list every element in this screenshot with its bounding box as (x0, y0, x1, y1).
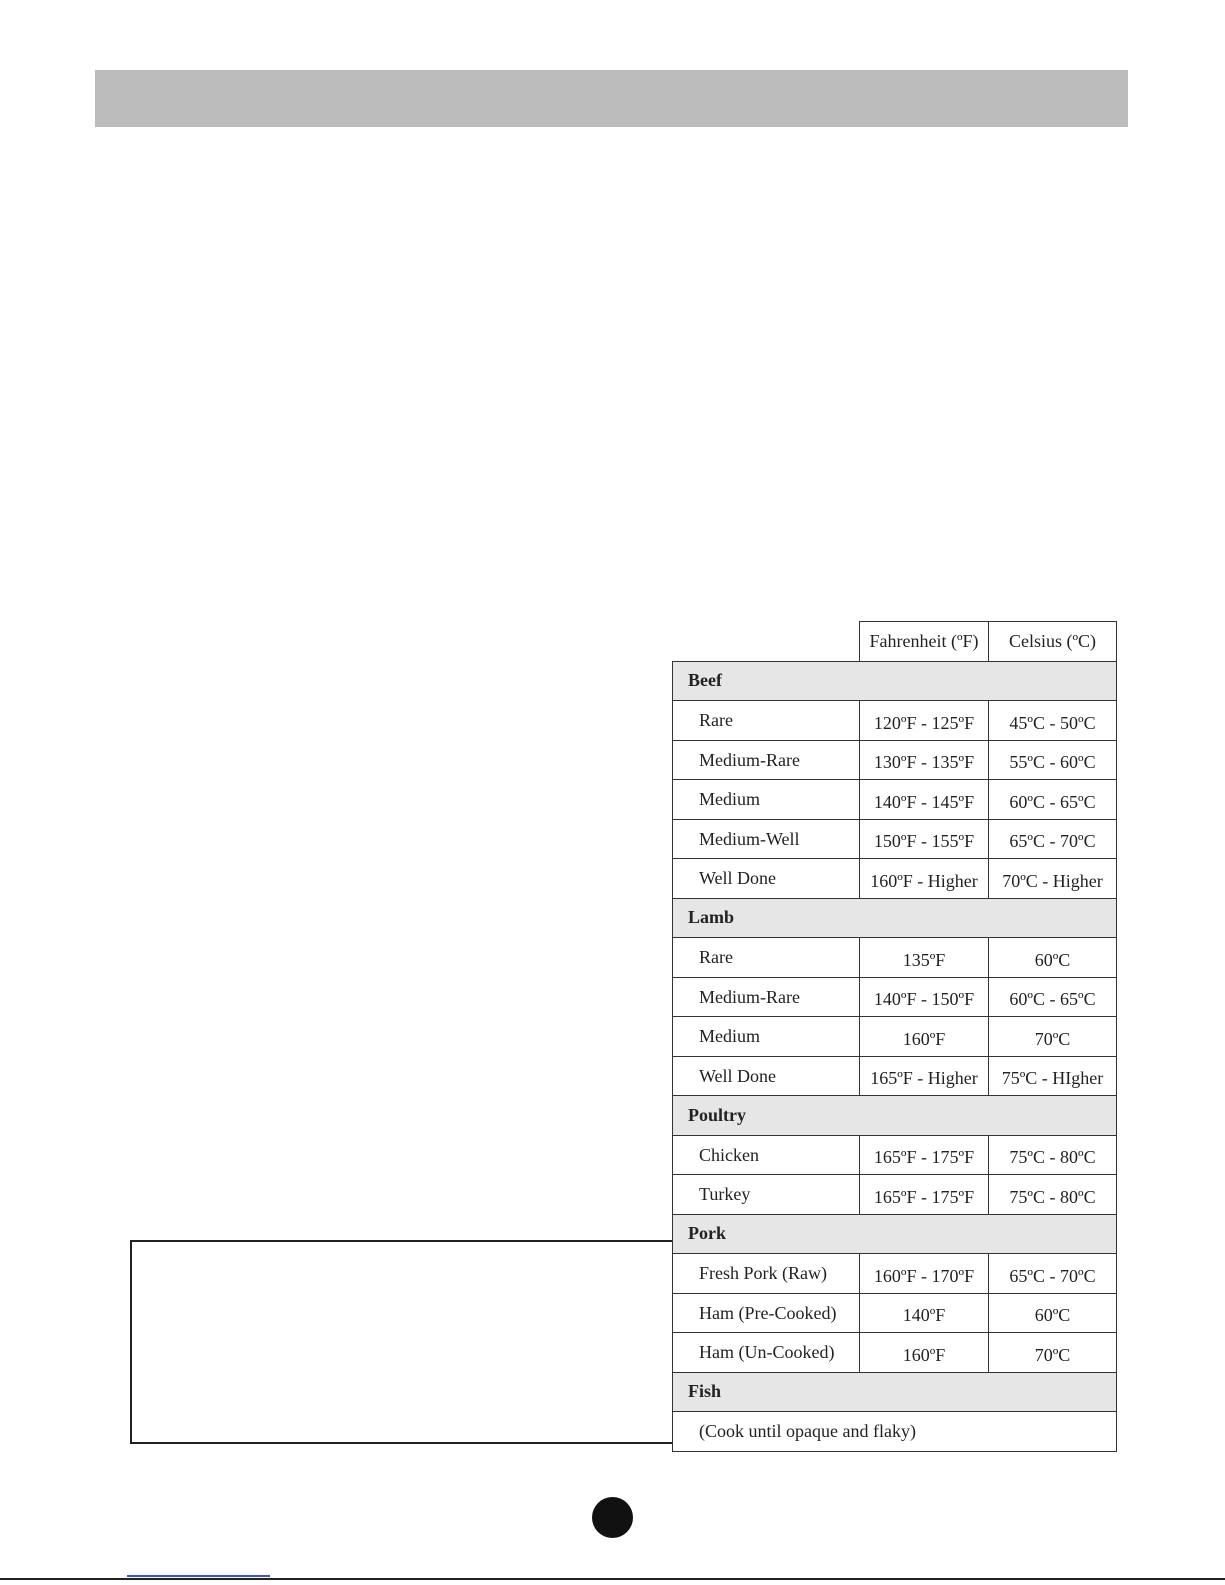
table-row (673, 1254, 1117, 1294)
table-row (673, 1135, 1117, 1175)
item-name: Medium (673, 1017, 860, 1057)
item-name: Medium (673, 780, 860, 820)
table-row (673, 1017, 1117, 1057)
item-name: Medium-Rare (673, 977, 860, 1017)
header-fahrenheit: Fahrenheit (ºF) (860, 622, 989, 662)
item-name: Fresh Pork (Raw) (673, 1254, 860, 1294)
category-label: Fish (673, 1372, 1117, 1412)
item-name: Medium-Well (673, 819, 860, 859)
category-label: Lamb (673, 898, 1117, 938)
item-name: Well Done (673, 859, 860, 899)
item-name: Rare (673, 701, 860, 741)
table-row (673, 819, 1117, 859)
fahrenheit-value: 160ºF (860, 1333, 989, 1373)
celsius-value: 70ºC (989, 1017, 1117, 1057)
header-blank-cell (673, 622, 860, 662)
fahrenheit-value: 165ºF - 175ºF (860, 1175, 989, 1215)
footer-link[interactable] (127, 1575, 270, 1577)
category-label: Poultry (673, 1096, 1117, 1136)
page-number-dot (592, 1497, 633, 1538)
item-name: Well Done (673, 1056, 860, 1096)
celsius-value: 75ºC - 80ºC (989, 1175, 1117, 1215)
note-box (130, 1240, 675, 1444)
table-row (673, 1056, 1117, 1096)
fahrenheit-value: 120ºF - 125ºF (860, 701, 989, 741)
item-name: Medium-Rare (673, 740, 860, 780)
celsius-value: 60ºC (989, 938, 1117, 978)
page-header-bar (95, 70, 1128, 127)
table-row (673, 859, 1117, 899)
celsius-value: 55ºC - 60ºC (989, 740, 1117, 780)
table-row (673, 1333, 1117, 1373)
celsius-value: 60ºC - 65ºC (989, 780, 1117, 820)
fahrenheit-value: 135ºF (860, 938, 989, 978)
fahrenheit-value: 130ºF - 135ºF (860, 740, 989, 780)
cooking-temperature-table (672, 621, 1117, 1452)
table-row (673, 740, 1117, 780)
fahrenheit-value: 165ºF - Higher (860, 1056, 989, 1096)
celsius-value: 65ºC - 70ºC (989, 819, 1117, 859)
fahrenheit-value: 165ºF - 175ºF (860, 1135, 989, 1175)
celsius-value: 75ºC - 80ºC (989, 1135, 1117, 1175)
celsius-value: 60ºC (989, 1293, 1117, 1333)
fahrenheit-value: 140ºF - 150ºF (860, 977, 989, 1017)
fahrenheit-value: 140ºF (860, 1293, 989, 1333)
category-row (673, 1372, 1117, 1412)
category-row (673, 1214, 1117, 1254)
category-row (673, 1096, 1117, 1136)
table-row (673, 780, 1117, 820)
celsius-value: 70ºC (989, 1333, 1117, 1373)
fahrenheit-value: 160ºF (860, 1017, 989, 1057)
fahrenheit-value: 160ºF - 170ºF (860, 1254, 989, 1294)
fahrenheit-value: 140ºF - 145ºF (860, 780, 989, 820)
item-name: Chicken (673, 1135, 860, 1175)
fahrenheit-value: 150ºF - 155ºF (860, 819, 989, 859)
table-row (673, 977, 1117, 1017)
category-label: Beef (673, 661, 1117, 701)
celsius-value: 60ºC - 65ºC (989, 977, 1117, 1017)
item-name: Ham (Un-Cooked) (673, 1333, 860, 1373)
category-row (673, 898, 1117, 938)
footer-rule (0, 1578, 1225, 1580)
item-name: Turkey (673, 1175, 860, 1215)
header-celsius: Celsius (ºC) (989, 622, 1117, 662)
celsius-value: 45ºC - 50ºC (989, 701, 1117, 741)
category-row (673, 661, 1117, 701)
table-row (673, 1293, 1117, 1333)
table-row (673, 701, 1117, 741)
table-header-row (673, 622, 1117, 662)
table-row (673, 938, 1117, 978)
fish-note: (Cook until opaque and flaky) (673, 1412, 1117, 1452)
celsius-value: 70ºC - Higher (989, 859, 1117, 899)
celsius-value: 65ºC - 70ºC (989, 1254, 1117, 1294)
table-row (673, 1175, 1117, 1215)
item-name: Ham (Pre-Cooked) (673, 1293, 860, 1333)
fahrenheit-value: 160ºF - Higher (860, 859, 989, 899)
item-name: Rare (673, 938, 860, 978)
table-row (673, 1412, 1117, 1452)
category-label: Pork (673, 1214, 1117, 1254)
celsius-value: 75ºC - HIgher (989, 1056, 1117, 1096)
